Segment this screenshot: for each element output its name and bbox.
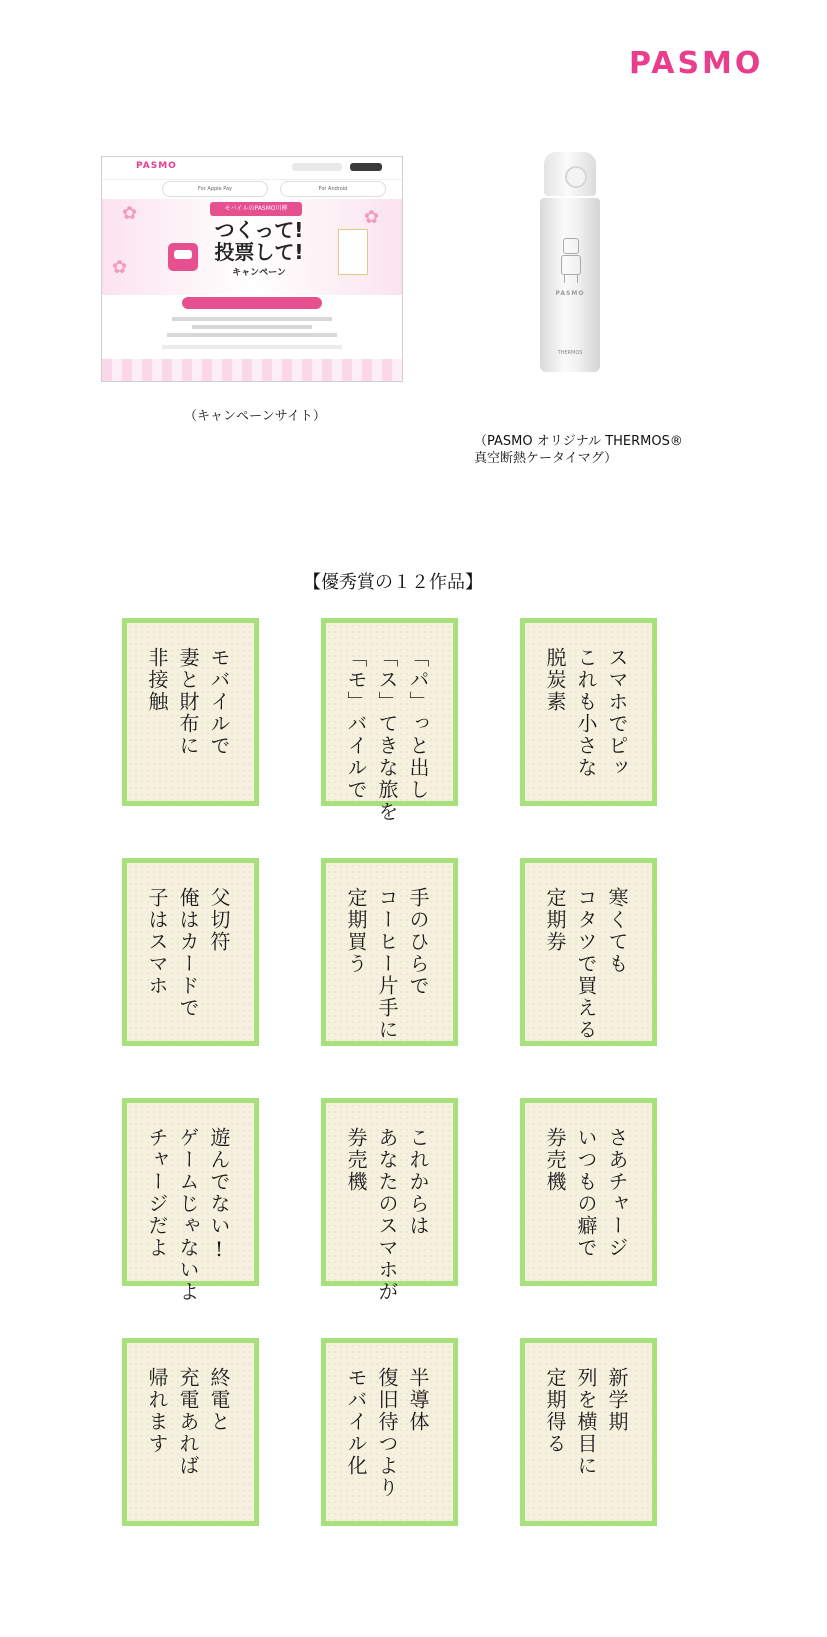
senryu-card	[321, 858, 458, 1046]
site-nav-button	[350, 163, 382, 171]
mug-cap	[544, 152, 596, 196]
site-headline-line1: つくって!	[214, 218, 304, 242]
senryu-text: 手のひらで コーヒー片手に 定期買う	[344, 887, 430, 1041]
senryu-card	[321, 1338, 458, 1526]
senryu-card	[321, 618, 458, 823]
senryu-text: 終電と 充電あれば 帰れます	[145, 1367, 231, 1477]
site-text-line	[172, 317, 332, 321]
senryu-card	[122, 1098, 259, 1303]
robot-mascot-icon	[168, 243, 198, 271]
mug-body	[540, 198, 600, 372]
mug-caption-line1: （PASMO オリジナル THERMOS®	[474, 434, 683, 449]
senryu-card	[520, 1098, 657, 1286]
section-title: 【優秀賞の１２作品】	[303, 572, 483, 593]
senryu-text: 遊んでない! ゲームじゃないよ チャージだよ	[145, 1127, 231, 1303]
senryu-text: スマホでピッ これも小さな 脱炭素	[543, 647, 629, 779]
senryu-text: 「パ」っと出し 「ス」てきな旅を 「モ」バイルで	[344, 647, 430, 823]
mug-cap-button	[565, 166, 587, 188]
robot-icon	[558, 238, 582, 284]
senryu-card	[520, 618, 657, 806]
site-nav-bar	[292, 163, 342, 171]
site-header	[102, 157, 402, 180]
senryu-text: 新学期 列を横目に 定期得る	[543, 1367, 629, 1477]
site-footer-pattern	[102, 359, 402, 381]
site-text-line	[192, 325, 312, 329]
campaign-site-thumbnail	[101, 156, 403, 382]
site-subheadline: キャンペーン	[232, 268, 286, 278]
mug-thermos-label: THERMOS	[557, 350, 583, 356]
senryu-card	[122, 618, 259, 806]
mug-caption	[474, 433, 774, 467]
site-headline	[214, 219, 304, 263]
site-badge: モバイルのPASMO川柳	[210, 202, 302, 216]
senryu-card	[520, 858, 657, 1046]
thermos-mug-image	[536, 152, 602, 376]
senryu-text: モバイルで 妻と財布に 非接触	[145, 647, 231, 757]
senryu-text: 半導体 復旧待つより モバイル化	[344, 1367, 430, 1499]
senryu-text: さあチャージ いつもの癖で 券売機	[543, 1127, 629, 1259]
sakura-icon: ✿	[122, 203, 138, 224]
site-tab-apple-pay: For Apple Pay	[162, 181, 268, 197]
site-text-line	[162, 345, 342, 349]
site-text-line	[167, 333, 337, 337]
senryu-card	[520, 1338, 657, 1526]
sakura-icon: ✿	[112, 257, 128, 278]
site-entry-period-bar	[182, 297, 322, 309]
senryu-card	[321, 1098, 458, 1303]
scroll-icon	[338, 229, 368, 275]
senryu-text: 父切符 俺はカードで 子はスマホ	[145, 887, 231, 1019]
pasmo-logo: PASMO	[629, 46, 764, 81]
senryu-card	[122, 1338, 259, 1526]
mug-pasmo-label: PASMO	[555, 290, 585, 297]
senryu-text: 寒くても コタツで買える 定期券	[543, 887, 629, 1041]
senryu-card	[122, 858, 259, 1046]
sakura-icon: ✿	[364, 207, 380, 228]
site-headline-line2: 投票して!	[214, 240, 304, 264]
site-logo: PASMO	[136, 161, 177, 171]
site-tab-android: For Android	[280, 181, 386, 197]
campaign-site-caption: （キャンペーンサイト）	[184, 409, 326, 424]
mug-caption-line2: 真空断熱ケータイマグ）	[474, 451, 618, 466]
senryu-text: これからは あなたのスマホが 券売機	[344, 1127, 430, 1303]
